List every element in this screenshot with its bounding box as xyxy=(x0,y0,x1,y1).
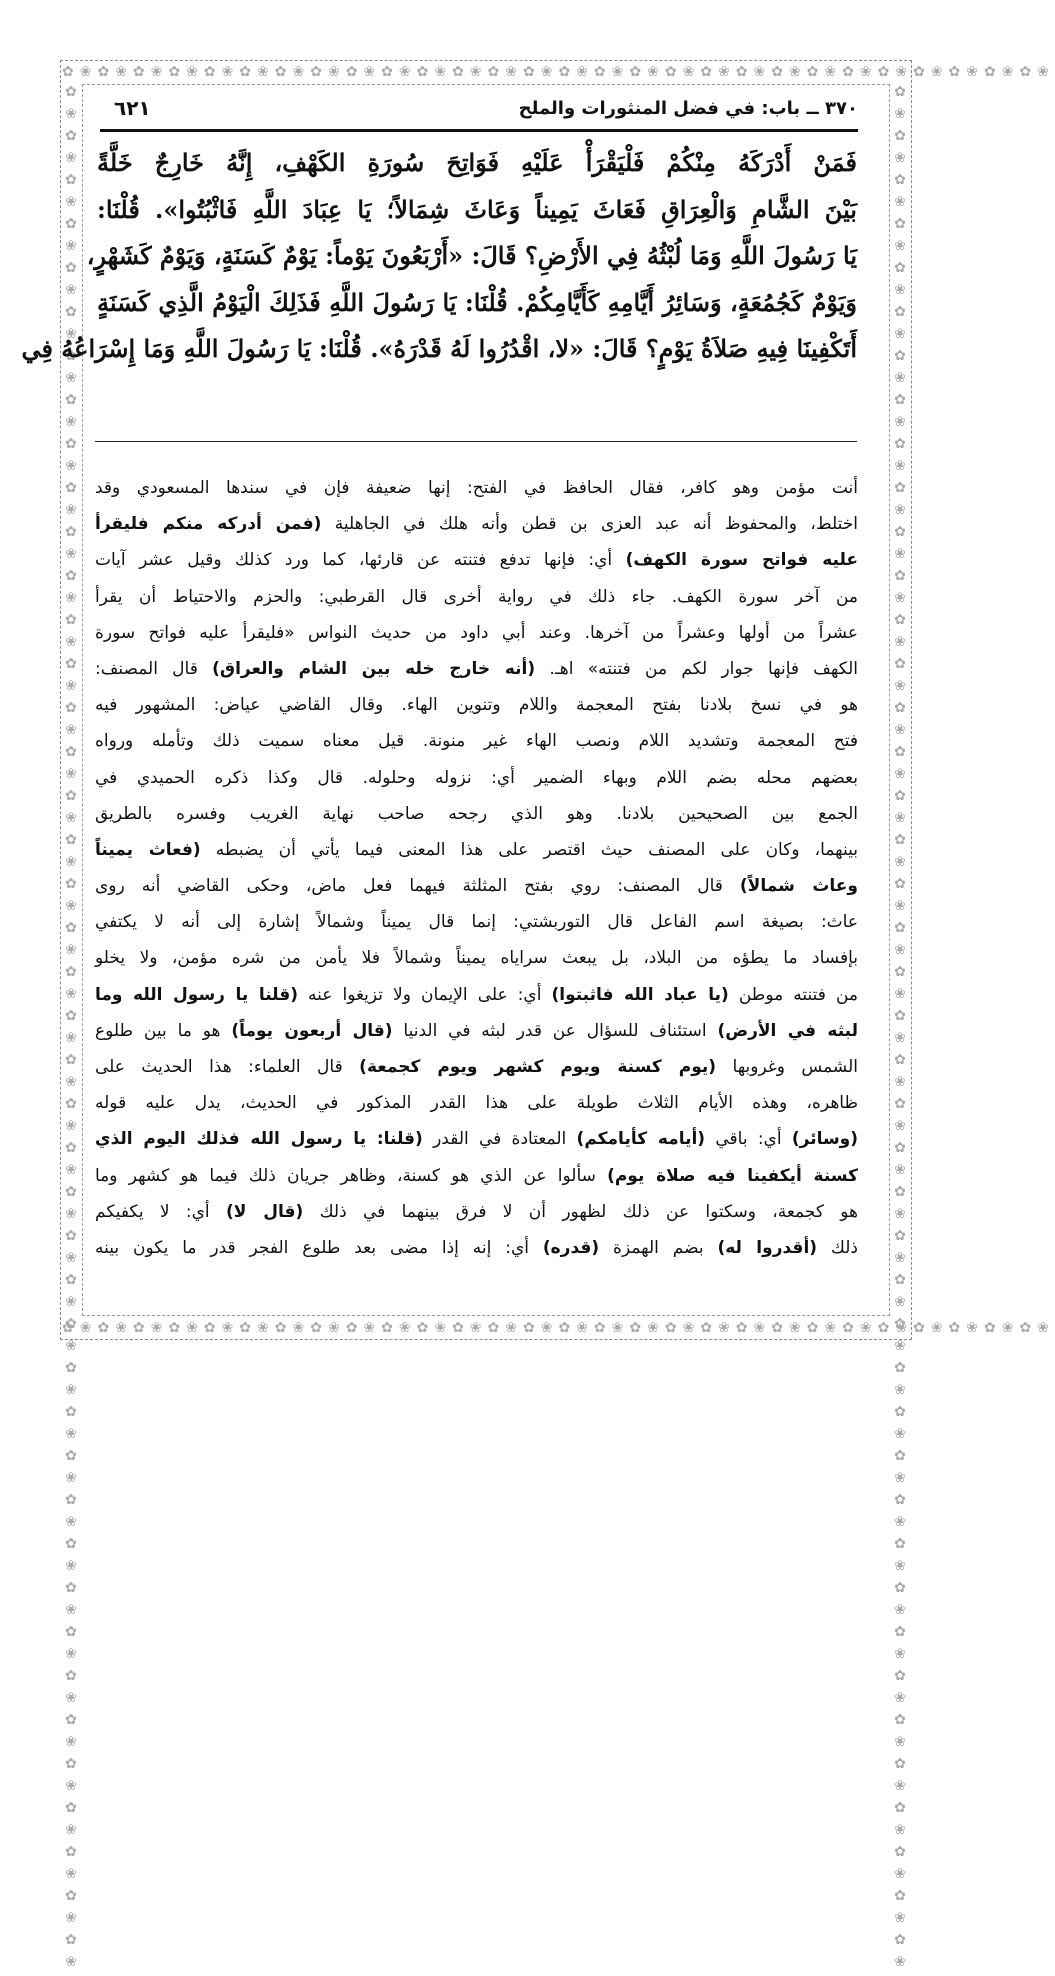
commentary-segment: عاث: بصيغة اسم الفاعل قال التوربشتي: إنما قال يميناً وشمالاً إشارة إلى أنه لا يكتفي xyxy=(95,912,858,933)
commentary-segment: أي: باقي xyxy=(705,1129,792,1150)
commentary-line xyxy=(95,651,858,687)
header-rule xyxy=(100,129,858,132)
commentary-segment: أنت مؤمن وهو كافر، فقال الحافظ في الفتح: إنها ضعيفة فإن في سندها المسعودي وقد xyxy=(95,478,858,498)
commentary-segment: بينهما، وكان على المصنف حيث اقتصر على هذا المعنى فيما يأتي أن يضبطه xyxy=(200,839,858,860)
commentary-line xyxy=(95,1085,858,1121)
commentary-segment: الجمع بين الصحيحين بلادنا. وهو الذي رجحه صاحب نهاية الغريب وفسره بالطريق xyxy=(95,803,858,824)
quoted-hadith-phrase: (أنه خارج خله بين الشام والعراق) xyxy=(212,658,536,679)
commentary-line xyxy=(95,723,858,759)
commentary-line xyxy=(95,506,858,542)
commentary-segment: هو في نسخ بلادنا بفتح المعجمة واللام وتنوين الهاء. وقال القاضي عياض: المشهور فيه xyxy=(95,695,858,716)
quoted-hadith-phrase: (قال أربعون يوماً) xyxy=(231,1020,393,1041)
commentary-segment: اختلط، والمحفوظ أنه عبد العزى بن قطن وأنه هلك في الجاهلية xyxy=(321,514,858,535)
commentary-line xyxy=(95,796,858,832)
commentary-segment: ظاهره، وهذه الأيام الثلاث طويلة على هذا القدر المذكور في الحديث، يدل عليه قوله xyxy=(95,1093,858,1114)
commentary-line xyxy=(95,542,858,578)
commentary-segment: الشمس وغروبها xyxy=(716,1057,858,1077)
quoted-hadith-phrase: (يا عباد الله فاثبتوا) xyxy=(551,984,729,1005)
chapter-title: ٣٧٠ ــ باب: في فضل المنثورات والملح xyxy=(518,98,858,119)
commentary-segment: قال المصنف: xyxy=(95,658,213,679)
commentary-segment: بعضهم محله بضم اللام وبهاء الضمير أي: نزوله وحلوله. قال وكذا ذكره الحميدي في xyxy=(95,767,858,788)
quoted-hadith-phrase: (يوم كسنة ويوم كشهر ويوم كجمعة) xyxy=(359,1057,717,1077)
quoted-hadith-phrase: لبثه في الأرض) xyxy=(717,1020,858,1041)
commentary-segment: أي: فإنها تدفع فتنته عن قارئها، كما ورد كذلك وقيل عشر آيات xyxy=(95,550,626,571)
ornament-border-left: ✿❀✿❀✿❀✿❀✿❀✿❀✿❀✿❀✿❀✿❀✿❀✿❀✿❀✿❀✿❀✿❀✿❀✿❀✿❀✿❀✿❀✿❀✿❀✿❀✿❀✿❀✿❀✿❀✿❀✿❀✿❀✿❀✿❀✿❀✿❀✿❀✿❀✿❀✿❀✿❀✿❀✿❀✿❀ xyxy=(63,84,79,1976)
commentary-segment: من فتنته موطن xyxy=(728,984,858,1005)
commentary-line xyxy=(95,1194,858,1230)
commentary-line xyxy=(95,832,858,868)
quoted-hadith-phrase: كسنة أيكفينا فيه صلاة يوم) xyxy=(607,1165,858,1186)
commentary-segment: من آخر سورة الكهف. جاء ذلك في رواية أخرى قال القرطبي: والحزم والاحتياط أن يقرأ xyxy=(95,586,858,607)
hadith-line: يَا رَسُولَ اللَّهِ وَمَا لُبْثُهُ فِي الأَرْضِ؟ قَالَ: «أَرْبَعُونَ يَوْماً: يَوْمٌ كَسَنَةٍ، وَيَوْمٌ كَشَهْرٍ، xyxy=(86,241,857,270)
commentary-segment: قال العلماء: هذا الحديث على xyxy=(95,1057,360,1077)
commentary-segment: فتح المعجمة وتشديد اللام ونصب الهاء غير منونة. قيل معناه سميت ذلك وتأمله ورواه xyxy=(95,731,858,752)
commentary-segment: استئناف للسؤال عن قدر لبثه في الدنيا xyxy=(392,1020,718,1041)
footnote-separator xyxy=(95,441,857,442)
commentary-line xyxy=(95,470,858,506)
quoted-hadith-phrase: (أقدروا له) xyxy=(717,1237,818,1258)
quoted-hadith-phrase: وعاث شمالاً) xyxy=(739,876,858,897)
commentary-line xyxy=(95,940,858,976)
hadith-line: فَمَنْ أَدْرَكَهُ مِنْكُمْ فَلْيَقْرَأْ عَلَيْهِ فَوَاتِحَ سُورَةِ الكَهْفِ، إِنَّهُ خَارِجٌ خَلَّةً xyxy=(97,148,857,177)
commentary-line xyxy=(95,904,858,940)
commentary-segment: سألوا عن الذي هو كسنة، وظاهر جريان ذلك فيما هو كشهر وما xyxy=(95,1165,608,1186)
quoted-hadith-phrase: (وسائر) xyxy=(791,1129,859,1150)
commentary-line xyxy=(95,1230,858,1266)
quoted-hadith-phrase: (قلنا يا رسول الله وما xyxy=(95,984,298,1005)
commentary-line xyxy=(95,1158,858,1194)
hadith-line: أَتَكْفِينَا فِيهِ صَلاَةُ يَوْمٍ؟ قَالَ: «لا، اقْدُرُوا لَهُ قَدْرَهُ». قُلْنَا: يَا رَسُولَ اللَّهِ وَمَا إِسْرَاعُهُ فِي xyxy=(21,334,857,363)
commentary-line xyxy=(95,868,858,904)
commentary-segment: هو ما بين طلوع xyxy=(95,1020,232,1041)
commentary-text xyxy=(95,470,858,1266)
commentary-segment: قال المصنف: روي بفتح المثلثة فيهما فعل ماض، وحكى القاضي أنه روى xyxy=(95,876,740,897)
commentary-segment: أي: على الإيمان ولا تزيغوا عنه xyxy=(298,984,552,1005)
commentary-line xyxy=(95,977,858,1013)
commentary-segment: الكهف فإنها جوار لكم من فتنته» اهـ. xyxy=(535,658,858,679)
ornament-border-right: ✿❀✿❀✿❀✿❀✿❀✿❀✿❀✿❀✿❀✿❀✿❀✿❀✿❀✿❀✿❀✿❀✿❀✿❀✿❀✿❀✿❀✿❀✿❀✿❀✿❀✿❀✿❀✿❀✿❀✿❀✿❀✿❀✿❀✿❀✿❀✿❀✿❀✿❀✿❀✿❀✿❀✿❀✿❀ xyxy=(892,84,908,1976)
quoted-hadith-phrase: (قال لا) xyxy=(225,1201,304,1222)
commentary-segment: بإفساد ما يطؤه من البلاد، بل يبعث سراياه يميناً وشمالاً فلا يأمن من شره مؤمن، ولا يخلو xyxy=(95,948,858,969)
hadith-line: وَيَوْمٌ كَجُمُعَةٍ، وَسَائِرُ أَيَّامِهِ كَأَيَّامِكُمْ. قُلْنَا: يَا رَسُولَ اللَّهِ فَذَلِكَ الْيَوْمُ الَّذِي كَسَنَةٍ xyxy=(97,287,857,317)
commentary-segment: هو كجمعة، وسكتوا عن ذلك لظهور أن لا فرق بينهما في ذلك xyxy=(303,1201,858,1222)
commentary-segment: أي: لا يكفيكم xyxy=(95,1201,226,1222)
hadith-text xyxy=(21,140,857,373)
running-header xyxy=(100,96,858,126)
commentary-line xyxy=(95,615,858,651)
quoted-hadith-phrase: (فمن أدركه منكم فليقرأ xyxy=(95,514,322,535)
commentary-line xyxy=(95,1049,858,1085)
ornament-border-top: ✿❀✿❀✿❀✿❀✿❀✿❀✿❀✿❀✿❀✿❀✿❀✿❀✿❀✿❀✿❀✿❀✿❀✿❀✿❀✿❀✿❀✿❀✿❀✿❀✿❀✿❀✿❀✿❀ xyxy=(62,64,1055,80)
commentary-line xyxy=(95,1121,858,1157)
commentary-line xyxy=(95,760,858,796)
commentary-line xyxy=(95,1013,858,1049)
quoted-hadith-phrase: (قلنا: يا رسول الله فذلك اليوم الذي xyxy=(95,1129,423,1150)
commentary-segment: أي: إنه إذا مضى بعد طلوع الفجر قدر ما يكون بينه xyxy=(95,1237,543,1258)
ornament-border-bottom: ✿❀✿❀✿❀✿❀✿❀✿❀✿❀✿❀✿❀✿❀✿❀✿❀✿❀✿❀✿❀✿❀✿❀✿❀✿❀✿❀✿❀✿❀✿❀✿❀✿❀✿❀✿❀✿❀ xyxy=(62,1320,1055,1336)
commentary-line xyxy=(95,687,858,723)
commentary-segment: المعتادة في القدر xyxy=(422,1129,577,1150)
hadith-line: بَيْنَ الشَّامِ وَالْعِرَاقِ فَعَاثَ يَمِيناً وَعَاثَ شِمَالاً؛ يَا عِبَادَ اللَّهِ فَاثْبُتُوا». قُلْنَا: xyxy=(97,194,857,224)
commentary-line xyxy=(95,579,858,615)
commentary-segment: بضم الهمزة xyxy=(599,1237,718,1258)
quoted-hadith-phrase: (فعاث يميناً xyxy=(95,839,201,860)
quoted-hadith-phrase: عليه فواتح سورة الكهف) xyxy=(625,550,859,571)
commentary-segment: ذلك xyxy=(817,1237,859,1258)
commentary-segment: عشراً من أولها وعشراً من آخرها. وعند أبي داود من حديث النواس «فليقرأ عليه فواتح سورة xyxy=(95,622,858,643)
quoted-hadith-phrase: (أيامه كأيامكم) xyxy=(576,1129,706,1150)
quoted-hadith-phrase: (قدره) xyxy=(542,1237,600,1258)
page-number: ٦٢١ xyxy=(114,96,151,120)
